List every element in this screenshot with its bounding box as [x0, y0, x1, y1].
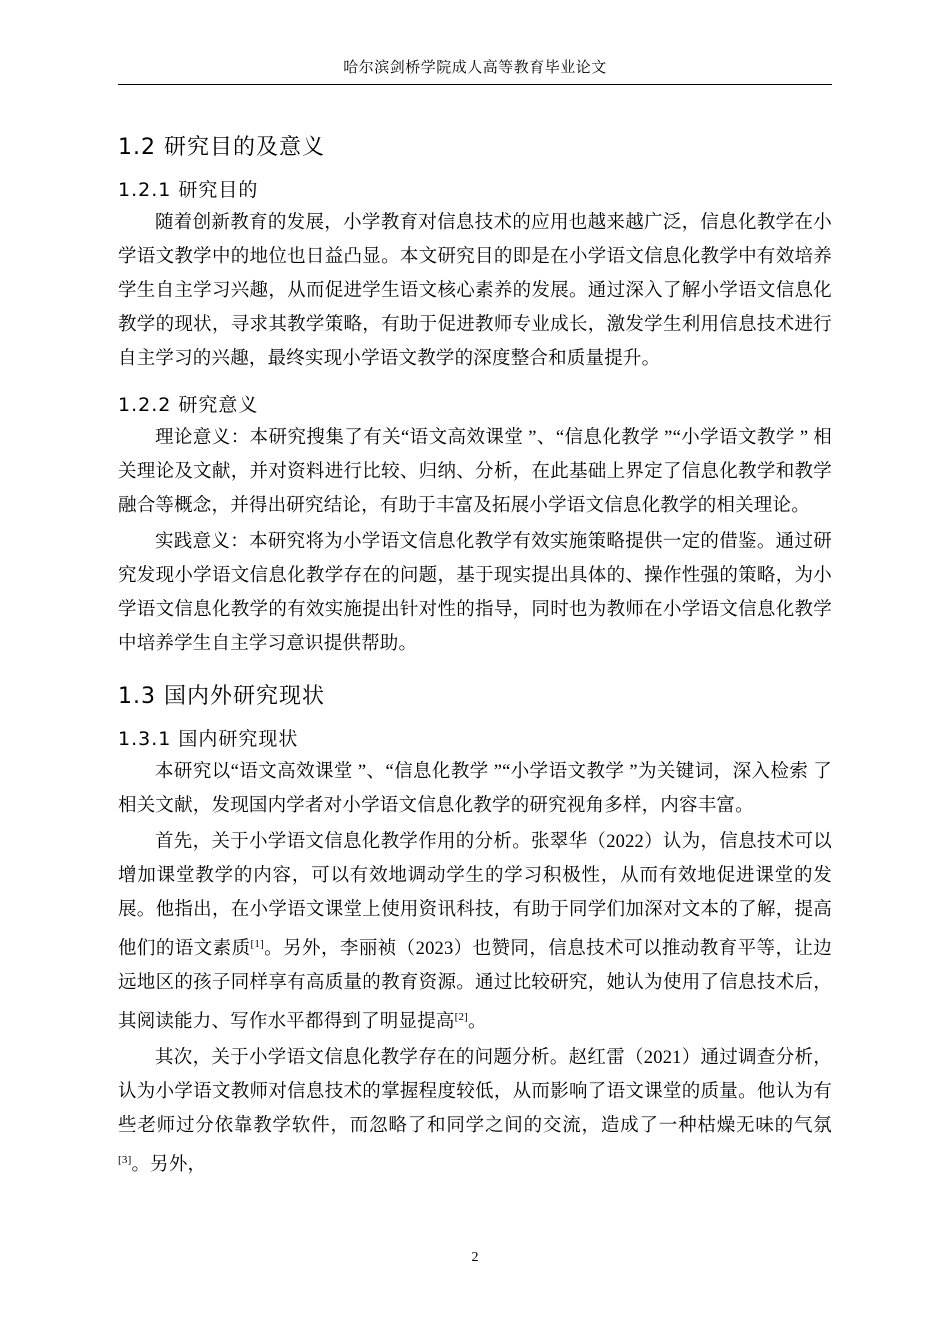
section-heading-1-3: 1.3 国内外研究现状	[118, 684, 325, 709]
document-body	[118, 112, 832, 1184]
paragraph-role-analysis: 首先，关于小学语文信息化教学作用的分析。张翠华（2022）认为，信息技术可以增加课堂教学的内容，可以有效地调动学生的学习积极性，从而有效地促进课堂的发展。他指出，在小学语文课堂上使用资讯科技，有助于同学们加深对文本的了解，提高他们的语文素质[1]。另外，李丽祯（2023）也赞同，信息技术可以推动教育平等，让边远地区的孩子同样享有高质量的教育资源。通过比较研究，她认为使用了信息技术后，其阅读能力、写作水平都得到了明显提高[2]。	[118, 832, 833, 1033]
section-heading-1-3-1: 1.3.1 国内研究现状	[118, 728, 299, 750]
header-divider	[118, 84, 832, 85]
paragraph-research-purpose: 随着创新教育的发展，小学教育对信息技术的应用也越来越广泛，信息化教学在小学语文教学中的地位也日益凸显。本文研究目的即是在小学语文信息化教学中有效培养学生自主学习兴趣，从而促进学生语文核心素养的发展。通过深入了解小学语文信息化教学的现状，寻求其教学策略，有助于促进教师专业成长，激发学生利用信息技术进行自主学习的兴趣，最终实现小学语文教学的深度整合和质量提升。	[118, 213, 832, 369]
paragraph-theoretical-significance: 理论意义：本研究搜集了有关“语文高效课堂 ”、“信息化教学 ”“小学语文教学 ” 相关理论及文献，并对资料进行比较、归纳、分析，在此基础上界定了信息化教学和教学 融合等概念，并得出研究结论，有助于丰富及拓展小学语文信息化教学的相关理论。	[118, 428, 832, 516]
paragraph-practical-significance: 实践意义：本研究将为小学语文信息化教学有效实施策略提供一定的借鉴。通过研究发现小学语文信息化教学存在的问题，基于现实提出具体的、操作性强的策略，为小学语文信息化教学的有效实施提出针对性的指导，同时也为教师在小学语文信息化教学中培养学生自主学习意识提供帮助。	[118, 532, 832, 654]
header-title: 哈尔滨剑桥学院成人高等教育毕业论文	[343, 60, 607, 76]
section-heading-1-2-2: 1.2.2 研究意义	[118, 394, 259, 416]
page-number: 2	[471, 1250, 479, 1265]
section-heading-1-2-1: 1.2.1 研究目的	[118, 179, 259, 201]
paragraph-problem-analysis: 其次，关于小学语文信息化教学存在的问题分析。赵红雷（2021）通过调查分析，认为小学语文教师对信息技术的掌握程度较低，从而影响了语文课堂的质量。他认为有些老师过分依靠教学软件，而忽略了和同学之间的交流，造成了一种枯燥无味的气氛[3]。另外，	[118, 1048, 832, 1176]
paragraph-keywords-search: 本研究以“语文高效课堂 ”、“信息化教学 ”“小学语文教学 ”为关键词，深入检索 了相关文献，发现国内学者对小学语文信息化教学的研究视角多样，内容丰富。	[118, 762, 832, 816]
section-heading-1-2: 1.2 研究目的及意义	[118, 135, 325, 160]
page-header	[118, 56, 832, 77]
